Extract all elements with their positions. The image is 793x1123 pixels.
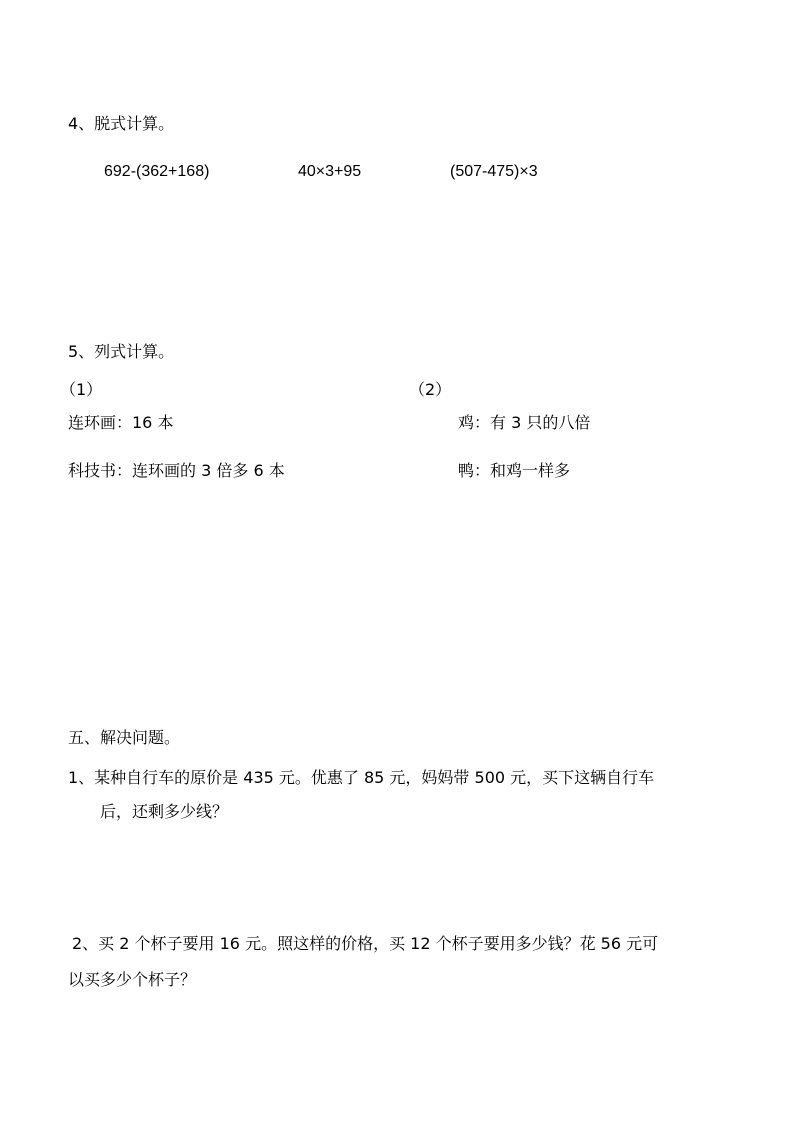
section-4-heading: 4、脱式计算。 <box>68 114 175 133</box>
problem-2-line-2: 以买多少个杯子？ <box>68 970 197 989</box>
expression-3: (507-475)×3 <box>450 163 538 180</box>
part-1-line-2: 科技书：连环画的 3 倍多 6 本 <box>68 461 285 480</box>
section-five-heading: 五、解决问题。 <box>68 728 181 747</box>
part-2-line-1: 鸡：有 3 只的八倍 <box>458 413 591 432</box>
section-5-heading: 5、列式计算。 <box>68 342 175 361</box>
problem-1-line-2: 后，还剩多少线？ <box>100 802 229 821</box>
expression-1: 692-(362+168) <box>104 163 210 180</box>
problem-2-line-1: 2、买 2 个杯子要用 16 元。照这样的价格，买 12 个杯子要用多少钱？花 56 元可 <box>72 934 659 953</box>
part-2-line-2: 鸭：和鸡一样多 <box>458 461 571 480</box>
problem-1-line-1: 1、某种自行车的原价是 435 元。优惠了 85 元，妈妈带 500 元，买下这辆自行车 <box>68 768 655 787</box>
part-1-label: （1） <box>60 380 103 399</box>
expression-2: 40×3+95 <box>298 163 362 180</box>
part-1-line-1: 连环画：16 本 <box>68 413 174 432</box>
part-2-label: （2） <box>409 380 452 399</box>
